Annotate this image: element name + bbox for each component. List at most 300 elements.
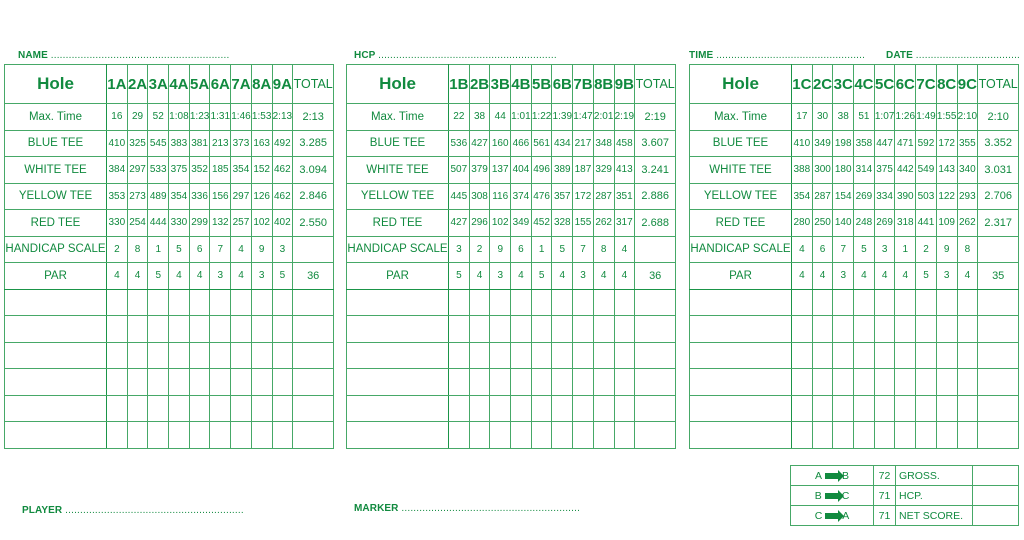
score-cell[interactable] (272, 369, 293, 396)
player-name-cell[interactable] (690, 289, 792, 316)
white-tee-cell: 185 (210, 157, 231, 184)
score-cell[interactable] (792, 369, 813, 396)
score-entry-row[interactable] (347, 395, 676, 422)
score-cell[interactable] (812, 316, 833, 343)
score-cell[interactable] (854, 289, 875, 316)
max-time-cell: 29 (127, 104, 148, 131)
blue-tee-cell: 160 (490, 130, 511, 157)
score-cell[interactable] (490, 316, 511, 343)
white-tee-cell: 507 (449, 157, 470, 184)
score-cell[interactable] (531, 289, 552, 316)
blue-tee-cell: 536 (449, 130, 470, 157)
score-entry-row[interactable] (5, 289, 334, 316)
white-tee-cell: 533 (148, 157, 169, 184)
player-field[interactable] (22, 505, 244, 516)
score-cell[interactable] (552, 289, 573, 316)
score-cell[interactable] (449, 342, 470, 369)
yellow-tee-cell: 354 (792, 183, 813, 210)
score-cell[interactable] (812, 422, 833, 449)
yellow-tee-cell: 156 (210, 183, 231, 210)
score-cell[interactable] (874, 369, 895, 396)
score-entry-row[interactable] (5, 316, 334, 343)
score-cell[interactable] (449, 289, 470, 316)
yellow-tee-cell: 390 (895, 183, 916, 210)
score-cell[interactable] (490, 342, 511, 369)
score-cell[interactable] (916, 316, 937, 343)
score-cell[interactable] (614, 289, 635, 316)
score-cell[interactable] (107, 342, 128, 369)
handicap-scale-cell: 7 (573, 236, 594, 263)
time-line[interactable]: .................................................. (716, 50, 866, 61)
score-total-cell[interactable] (978, 289, 1019, 316)
red-tee-cell: 317 (614, 210, 635, 237)
score-cell[interactable] (916, 289, 937, 316)
score-cell[interactable] (449, 422, 470, 449)
player-name-cell[interactable] (5, 342, 107, 369)
par-cell: 5 (272, 263, 293, 290)
score-entry-row[interactable] (690, 369, 1019, 396)
score-cell[interactable] (874, 395, 895, 422)
score-entry-row[interactable] (347, 369, 676, 396)
score-cell[interactable] (854, 422, 875, 449)
score-cell[interactable] (792, 395, 813, 422)
score-cell[interactable] (210, 422, 231, 449)
marker-line[interactable]: ............................................................ (401, 503, 581, 514)
player-name-cell[interactable] (690, 395, 792, 422)
score-cell[interactable] (127, 342, 148, 369)
score-cell[interactable] (189, 342, 210, 369)
score-cell[interactable] (957, 395, 978, 422)
score-cell[interactable] (792, 342, 813, 369)
handicap-scale-cell: 3 (449, 236, 470, 263)
score-cell[interactable] (895, 422, 916, 449)
score-entry-row[interactable] (347, 422, 676, 449)
score-cell[interactable] (854, 369, 875, 396)
score-cell[interactable] (210, 342, 231, 369)
score-cell[interactable] (107, 316, 128, 343)
score-entry-row[interactable] (5, 395, 334, 422)
score-cell[interactable] (895, 289, 916, 316)
par-cell: 4 (895, 263, 916, 290)
red-tee-row (690, 210, 1019, 237)
score-cell[interactable] (936, 316, 957, 343)
arrow-right-icon (825, 473, 839, 479)
score-cell[interactable] (272, 289, 293, 316)
score-total-cell[interactable] (978, 369, 1019, 396)
score-cell[interactable] (107, 395, 128, 422)
name-line[interactable]: ............................................................ (50, 50, 230, 61)
date-label: DATE (886, 50, 913, 61)
score-cell[interactable] (895, 395, 916, 422)
blue-tee-cell: 466 (511, 130, 532, 157)
player-name-cell[interactable] (690, 316, 792, 343)
date-line[interactable]: ................................... (915, 50, 1021, 61)
score-cell[interactable] (210, 395, 231, 422)
score-cell[interactable] (511, 395, 532, 422)
score-cell[interactable] (511, 342, 532, 369)
score-total-cell[interactable] (635, 369, 676, 396)
score-cell[interactable] (936, 369, 957, 396)
player-name-cell[interactable] (5, 289, 107, 316)
score-cell[interactable] (812, 342, 833, 369)
score-cell[interactable] (148, 316, 169, 343)
score-cell[interactable] (272, 342, 293, 369)
score-total-cell[interactable] (978, 422, 1019, 449)
score-cell[interactable] (231, 422, 252, 449)
score-cell[interactable] (957, 289, 978, 316)
score-cell[interactable] (148, 369, 169, 396)
score-entry-row[interactable] (690, 422, 1019, 449)
score-cell[interactable] (936, 289, 957, 316)
score-cell[interactable] (107, 289, 128, 316)
score-cell[interactable] (552, 342, 573, 369)
white-tee-total: 3.094 (293, 157, 334, 184)
score-entry-row[interactable] (347, 289, 676, 316)
score-cell[interactable] (874, 342, 895, 369)
score-cell[interactable] (895, 369, 916, 396)
max-time-cell: 1:07 (874, 104, 895, 131)
score-cell[interactable] (614, 342, 635, 369)
score-cell[interactable] (916, 369, 937, 396)
score-cell[interactable] (531, 422, 552, 449)
player-name-cell[interactable] (5, 422, 107, 449)
max-time-cell: 1:31 (210, 104, 231, 131)
score-cell[interactable] (614, 369, 635, 396)
score-cell[interactable] (531, 395, 552, 422)
red-tee-cell: 452 (531, 210, 552, 237)
player-name-cell[interactable] (5, 316, 107, 343)
score-cell[interactable] (792, 316, 813, 343)
yellow-tee-cell: 503 (916, 183, 937, 210)
score-cell[interactable] (874, 316, 895, 343)
score-cell[interactable] (511, 316, 532, 343)
par-cell: 4 (189, 263, 210, 290)
marker-label: MARKER (354, 503, 399, 514)
score-cell[interactable] (189, 369, 210, 396)
white-tee-cell: 329 (593, 157, 614, 184)
score-cell[interactable] (148, 422, 169, 449)
score-cell[interactable] (169, 395, 190, 422)
player-name-cell[interactable] (690, 369, 792, 396)
row-label: Max. Time (690, 104, 792, 131)
score-total-cell[interactable] (293, 395, 334, 422)
score-cell[interactable] (231, 395, 252, 422)
score-cell[interactable] (107, 422, 128, 449)
score-total-cell[interactable] (978, 342, 1019, 369)
score-cell[interactable] (812, 369, 833, 396)
hcp-field[interactable] (354, 50, 557, 61)
summary-value-cell[interactable] (973, 486, 1019, 506)
score-cell[interactable] (593, 369, 614, 396)
score-cell[interactable] (916, 422, 937, 449)
score-cell[interactable] (127, 395, 148, 422)
score-cell[interactable] (449, 369, 470, 396)
score-cell[interactable] (833, 316, 854, 343)
marker-field[interactable] (354, 503, 580, 514)
score-cell[interactable] (531, 316, 552, 343)
player-name-cell[interactable] (347, 369, 449, 396)
row-label: YELLOW TEE (690, 183, 792, 210)
score-cell[interactable] (469, 422, 490, 449)
score-cell[interactable] (511, 369, 532, 396)
white-tee-cell: 496 (531, 157, 552, 184)
score-cell[interactable] (127, 422, 148, 449)
red-tee-cell: 262 (593, 210, 614, 237)
score-total-cell[interactable] (635, 289, 676, 316)
score-cell[interactable] (854, 342, 875, 369)
score-cell[interactable] (812, 395, 833, 422)
score-cell[interactable] (573, 289, 594, 316)
player-name-cell[interactable] (5, 395, 107, 422)
score-cell[interactable] (148, 395, 169, 422)
score-cell[interactable] (127, 369, 148, 396)
handicap-scale-cell: 6 (511, 236, 532, 263)
score-cell[interactable] (251, 422, 272, 449)
player-name-cell[interactable] (347, 316, 449, 343)
score-cell[interactable] (833, 422, 854, 449)
score-cell[interactable] (189, 395, 210, 422)
summary-value-cell[interactable] (973, 506, 1019, 526)
handicap-scale-row (5, 236, 334, 263)
score-cell[interactable] (127, 289, 148, 316)
score-cell[interactable] (854, 395, 875, 422)
score-cell[interactable] (552, 369, 573, 396)
player-name-cell[interactable] (347, 289, 449, 316)
hole-header-row (5, 65, 334, 104)
hole-number: 7B (573, 65, 594, 104)
score-total-cell[interactable] (635, 422, 676, 449)
white-tee-cell: 389 (552, 157, 573, 184)
score-entry-row[interactable] (5, 342, 334, 369)
score-cell[interactable] (449, 395, 470, 422)
score-total-cell[interactable] (978, 316, 1019, 343)
score-cell[interactable] (531, 369, 552, 396)
blue-tee-cell: 172 (936, 130, 957, 157)
score-cell[interactable] (210, 289, 231, 316)
blue-tee-row (690, 130, 1019, 157)
score-cell[interactable] (833, 289, 854, 316)
blue-tee-cell: 383 (169, 130, 190, 157)
score-cell[interactable] (593, 342, 614, 369)
score-total-cell[interactable] (293, 289, 334, 316)
max-time-row (347, 104, 676, 131)
score-cell[interactable] (936, 422, 957, 449)
red-tee-total: 2.688 (635, 210, 676, 237)
score-entry-row[interactable] (690, 342, 1019, 369)
score-total-cell[interactable] (293, 342, 334, 369)
handicap-scale-cell: 1 (531, 236, 552, 263)
score-entry-row[interactable] (5, 369, 334, 396)
score-cell[interactable] (148, 342, 169, 369)
score-cell[interactable] (916, 342, 937, 369)
score-cell[interactable] (127, 316, 148, 343)
score-cell[interactable] (833, 369, 854, 396)
score-total-cell[interactable] (635, 395, 676, 422)
score-cell[interactable] (169, 369, 190, 396)
summary-value-cell[interactable] (973, 466, 1019, 486)
score-cell[interactable] (210, 316, 231, 343)
score-cell[interactable] (957, 422, 978, 449)
score-cell[interactable] (272, 395, 293, 422)
score-cell[interactable] (957, 342, 978, 369)
hcp-line[interactable]: ............................................................ (378, 50, 557, 61)
white-tee-cell: 354 (231, 157, 252, 184)
score-cell[interactable] (812, 289, 833, 316)
score-cell[interactable] (895, 316, 916, 343)
score-cell[interactable] (792, 422, 813, 449)
score-cell[interactable] (169, 342, 190, 369)
score-cell[interactable] (251, 369, 272, 396)
score-cell[interactable] (573, 316, 594, 343)
score-cell[interactable] (593, 316, 614, 343)
score-total-cell[interactable] (635, 342, 676, 369)
handicap-scale-cell: 5 (552, 236, 573, 263)
score-cell[interactable] (169, 422, 190, 449)
score-entry-row[interactable] (690, 316, 1019, 343)
player-name-cell[interactable] (5, 369, 107, 396)
score-cell[interactable] (552, 316, 573, 343)
score-cell[interactable] (231, 289, 252, 316)
player-line[interactable]: ............................................................ (65, 505, 244, 516)
score-cell[interactable] (573, 422, 594, 449)
score-cell[interactable] (189, 316, 210, 343)
score-cell[interactable] (916, 395, 937, 422)
score-cell[interactable] (552, 422, 573, 449)
hole-number: 7C (916, 65, 937, 104)
score-cell[interactable] (573, 395, 594, 422)
score-cell[interactable] (231, 342, 252, 369)
route-cell (791, 486, 874, 506)
par-cell: 3 (210, 263, 231, 290)
score-cell[interactable] (593, 422, 614, 449)
score-cell[interactable] (189, 422, 210, 449)
score-cell[interactable] (449, 316, 470, 343)
score-total-cell[interactable] (293, 422, 334, 449)
handicap-scale-cell: 1 (895, 236, 916, 263)
blue-tee-cell: 325 (127, 130, 148, 157)
score-entry-row[interactable] (690, 289, 1019, 316)
score-total-cell[interactable] (293, 369, 334, 396)
score-entry-row[interactable] (5, 422, 334, 449)
score-cell[interactable] (936, 395, 957, 422)
player-name-cell[interactable] (347, 395, 449, 422)
score-cell[interactable] (231, 316, 252, 343)
player-name-cell[interactable] (347, 342, 449, 369)
score-cell[interactable] (272, 316, 293, 343)
max-time-cell: 51 (854, 104, 875, 131)
yellow-tee-cell: 354 (169, 183, 190, 210)
score-cell[interactable] (251, 342, 272, 369)
par-cell: 4 (593, 263, 614, 290)
date-field[interactable] (886, 50, 1020, 61)
score-cell[interactable] (107, 369, 128, 396)
score-cell[interactable] (874, 289, 895, 316)
par-cell: 4 (614, 263, 635, 290)
name-field[interactable] (18, 50, 229, 61)
score-cell[interactable] (895, 342, 916, 369)
score-cell[interactable] (573, 342, 594, 369)
score-cell[interactable] (593, 395, 614, 422)
row-label: BLUE TEE (5, 130, 107, 157)
score-cell[interactable] (511, 289, 532, 316)
row-label: Max. Time (5, 104, 107, 131)
score-cell[interactable] (251, 395, 272, 422)
scorecard-a (4, 64, 334, 449)
score-cell[interactable] (231, 369, 252, 396)
score-entry-row[interactable] (347, 342, 676, 369)
score-cell[interactable] (614, 316, 635, 343)
score-cell[interactable] (272, 422, 293, 449)
score-cell[interactable] (833, 395, 854, 422)
player-name-cell[interactable] (347, 422, 449, 449)
score-cell[interactable] (614, 422, 635, 449)
score-cell[interactable] (490, 395, 511, 422)
score-cell[interactable] (469, 316, 490, 343)
score-cell[interactable] (593, 289, 614, 316)
handicap-scale-total (978, 236, 1019, 263)
par-cell: 4 (107, 263, 128, 290)
score-cell[interactable] (189, 289, 210, 316)
score-cell[interactable] (169, 289, 190, 316)
yellow-tee-cell: 287 (593, 183, 614, 210)
red-tee-total: 2.317 (978, 210, 1019, 237)
score-cell[interactable] (490, 369, 511, 396)
yellow-tee-cell: 308 (469, 183, 490, 210)
score-cell[interactable] (469, 289, 490, 316)
score-cell[interactable] (251, 316, 272, 343)
player-name-cell[interactable] (690, 422, 792, 449)
score-cell[interactable] (469, 395, 490, 422)
yellow-tee-cell: 287 (812, 183, 833, 210)
score-cell[interactable] (169, 316, 190, 343)
score-total-cell[interactable] (978, 395, 1019, 422)
score-cell[interactable] (792, 289, 813, 316)
score-cell[interactable] (833, 342, 854, 369)
score-entry-row[interactable] (347, 316, 676, 343)
score-cell[interactable] (490, 422, 511, 449)
score-cell[interactable] (957, 316, 978, 343)
score-cell[interactable] (531, 342, 552, 369)
score-cell[interactable] (552, 395, 573, 422)
score-cell[interactable] (614, 395, 635, 422)
par-cell: 4 (812, 263, 833, 290)
white-tee-cell: 180 (833, 157, 854, 184)
score-total-cell[interactable] (293, 316, 334, 343)
score-cell[interactable] (854, 316, 875, 343)
max-time-cell: 1:47 (573, 104, 594, 131)
score-cell[interactable] (251, 289, 272, 316)
score-cell[interactable] (957, 369, 978, 396)
score-cell[interactable] (210, 369, 231, 396)
hole-header-row (347, 65, 676, 104)
score-cell[interactable] (874, 422, 895, 449)
score-cell[interactable] (511, 422, 532, 449)
score-cell[interactable] (573, 369, 594, 396)
score-cell[interactable] (936, 342, 957, 369)
time-field[interactable] (689, 50, 865, 61)
score-cell[interactable] (469, 342, 490, 369)
player-name-cell[interactable] (690, 342, 792, 369)
score-cell[interactable] (148, 289, 169, 316)
score-entry-row[interactable] (690, 395, 1019, 422)
red-tee-cell: 330 (169, 210, 190, 237)
yellow-tee-cell: 269 (854, 183, 875, 210)
yellow-tee-cell: 374 (511, 183, 532, 210)
red-tee-row (347, 210, 676, 237)
score-total-cell[interactable] (635, 316, 676, 343)
score-cell[interactable] (469, 369, 490, 396)
score-cell[interactable] (490, 289, 511, 316)
